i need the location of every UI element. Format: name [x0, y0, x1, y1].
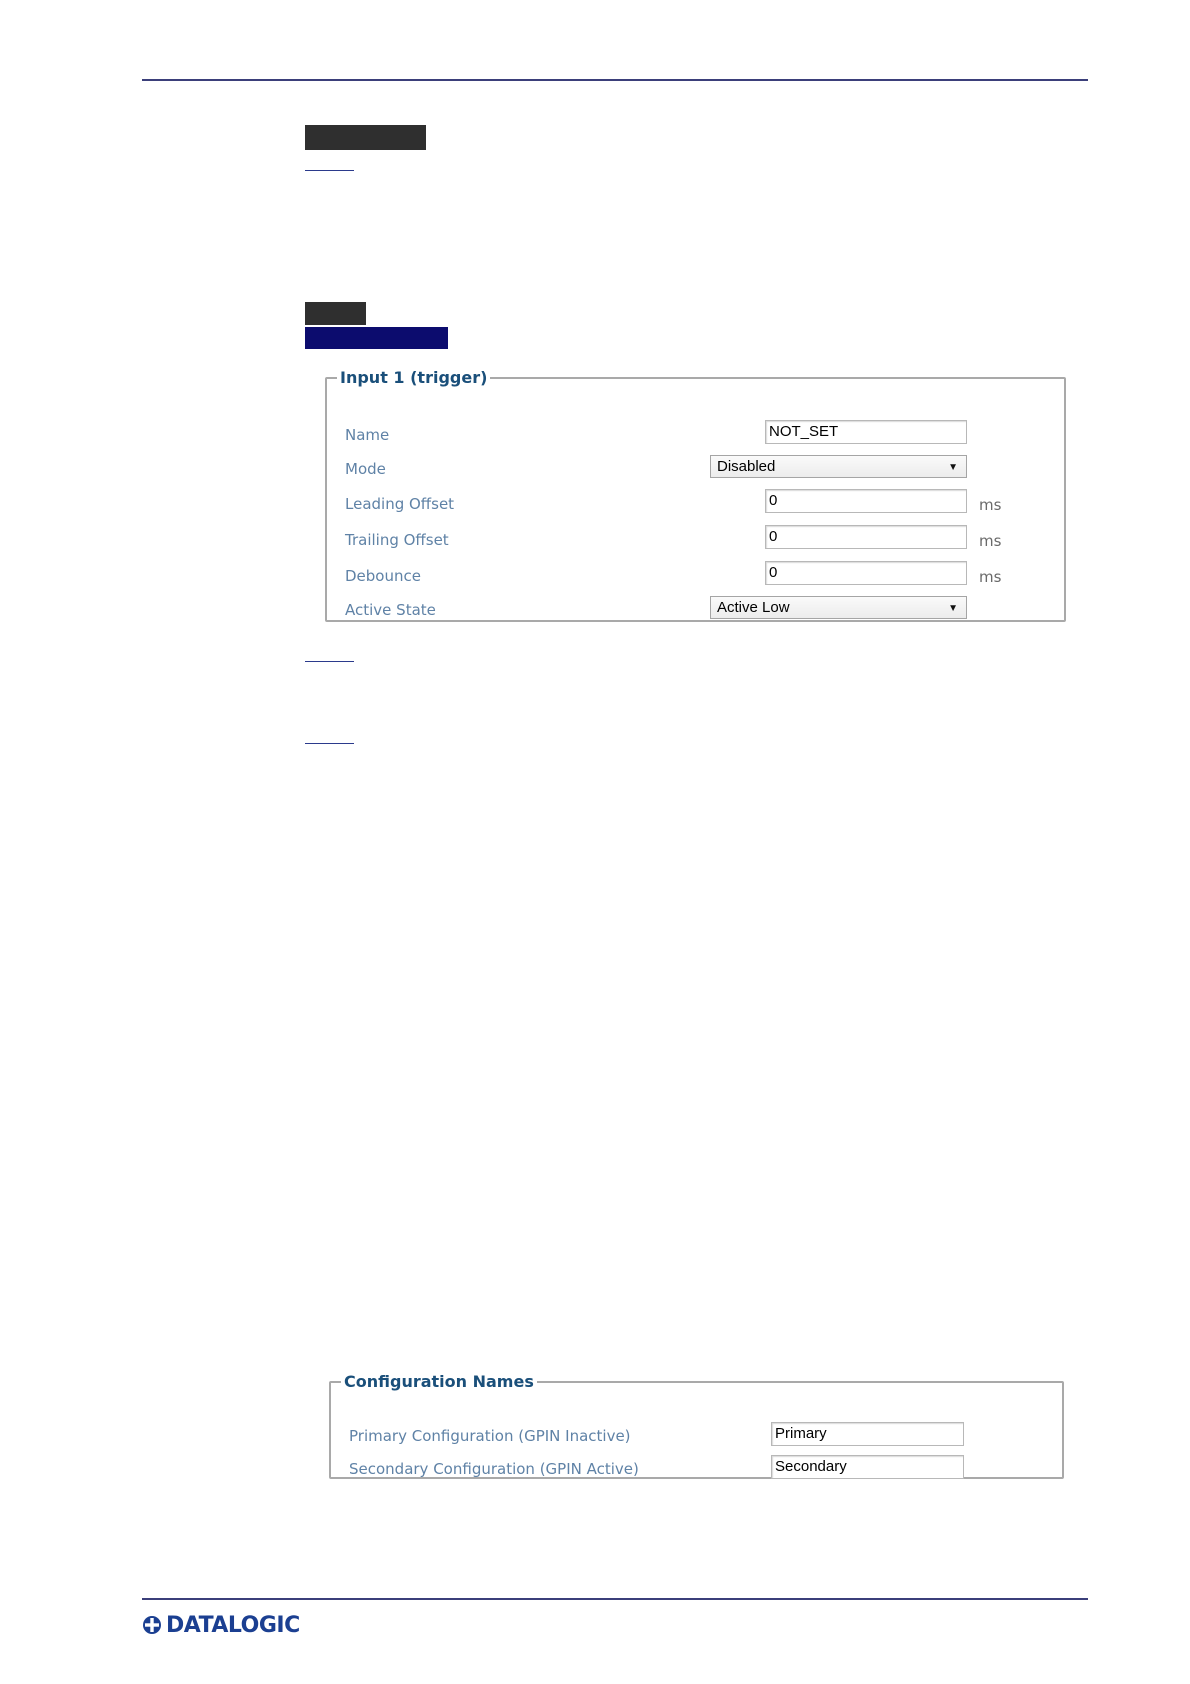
redacted-link-underline [305, 661, 354, 662]
mode-select[interactable] [710, 455, 967, 478]
mode-select-value: Disabled [717, 458, 776, 475]
active-state-select[interactable] [710, 596, 967, 619]
input-1-panel [325, 368, 1066, 622]
datalogic-logo [142, 1610, 300, 1640]
configuration-names-panel [329, 1372, 1064, 1479]
chevron-down-icon: ▼ [948, 462, 958, 473]
active-state-select-value: Active Low [717, 599, 790, 616]
debounce-unit: ms [979, 568, 1002, 586]
trailing-offset-label: Trailing Offset [345, 531, 449, 549]
redacted-navy-block [305, 327, 448, 349]
trailing-offset-input[interactable]: 0 [765, 525, 967, 549]
primary-configuration-label: Primary Configuration (GPIN Inactive) [349, 1427, 631, 1445]
mode-label: Mode [345, 460, 386, 478]
leading-offset-input[interactable]: 0 [765, 489, 967, 513]
debounce-input[interactable]: 0 [765, 561, 967, 585]
input-1-legend: Input 1 (trigger) [340, 368, 488, 387]
redacted-link-underline [305, 743, 354, 744]
chevron-down-icon: ▼ [948, 603, 958, 614]
redacted-label-block [305, 302, 366, 325]
primary-configuration-input[interactable]: Primary [771, 1422, 964, 1446]
name-input[interactable]: NOT_SET [765, 420, 967, 444]
active-state-label: Active State [345, 601, 436, 619]
footer-rule [142, 1598, 1088, 1600]
secondary-configuration-label: Secondary Configuration (GPIN Active) [349, 1460, 639, 1478]
secondary-configuration-input[interactable]: Secondary [771, 1455, 964, 1479]
header-rule [142, 79, 1088, 81]
trailing-offset-unit: ms [979, 532, 1002, 550]
datalogic-wordmark: DATALOGIC [166, 1612, 300, 1638]
debounce-label: Debounce [345, 567, 421, 585]
leading-offset-unit: ms [979, 496, 1002, 514]
datalogic-mark-icon [142, 1615, 162, 1635]
redacted-link-underline [305, 170, 354, 171]
name-label: Name [345, 426, 390, 444]
configuration-names-legend: Configuration Names [344, 1372, 534, 1391]
leading-offset-label: Leading Offset [345, 495, 455, 513]
redacted-heading-block [305, 125, 426, 150]
